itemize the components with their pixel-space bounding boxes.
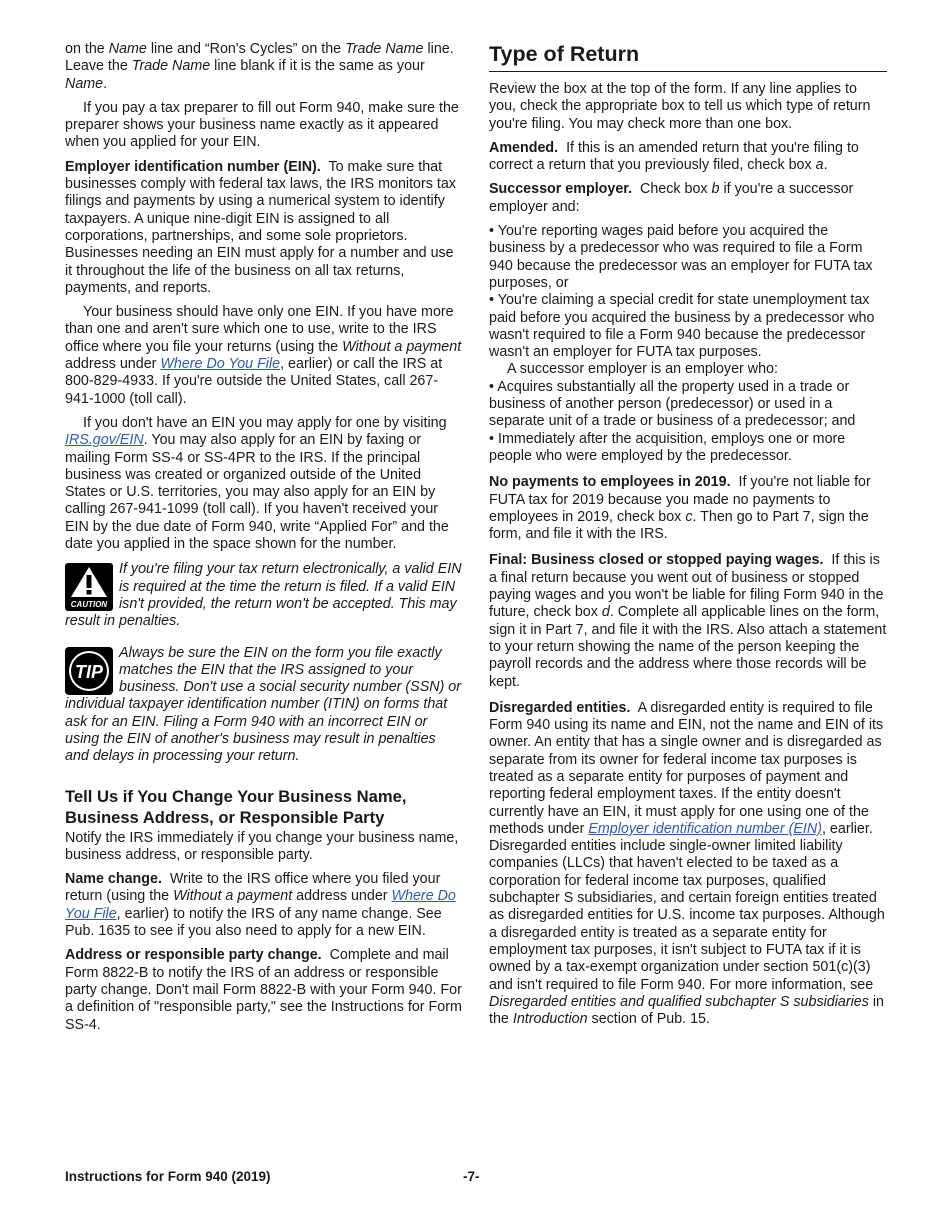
bullet-icon: • (489, 223, 495, 240)
notify-paragraph: Notify the IRS immediately if you change your business name, business address, or responsible party. (65, 829, 459, 863)
where-do-you-file-link[interactable]: Where Do You File (160, 356, 281, 373)
successor-paragraph: Successor employer. Check box b if you're a successor employer and: (489, 181, 854, 215)
tax-preparer-paragraph: If you pay a tax preparer to fill out Form 940, make sure the preparer shows your business name exactly as it appeared when you applied for your EIN. (65, 99, 459, 151)
right-column (489, 41, 887, 1035)
caution-icon (65, 563, 113, 611)
type-of-return-heading: Type of Return (489, 41, 887, 72)
final-paragraph: Final: Business closed or stopped paying wages. If this is a final return because you went out of business or stopped paying wages and you won't be liable for filing Form 940 in the future, check box d. Complete all applicable lines on the form, sign it in Part 7, and file it with the IRS. Also attach a statement to your return showing the name of the person keeping the payroll records and the address where those records will be kept. (489, 552, 887, 690)
caution-text: If you're filing your tax return electronically, a valid EIN is required at the time the return is filed. If a valid EIN isn't provided, the return won't be accepted. This may result in penalties. (65, 561, 462, 630)
ein-paragraph: Employer identification number (EIN). To make sure that businesses comply with federal tax laws, the IRS monitors tax filings and payments by using a numerical system to identify taxpayers. A unique nine-digit EIN is assigned to all corporations, partnerships, and some sole proprietors. Businesses needing an EIN must apply for a number and use it throughout the life of the business on all tax returns, payments, and reports. (65, 158, 456, 296)
successor-definition: A successor employer is an employer who: (507, 361, 778, 378)
caution-label: CAUTION (70, 600, 108, 610)
list-item: • Immediately after the acquisition, employs one or more people who were employed by the predecessor. (489, 430, 846, 464)
no-payments-paragraph: No payments to employees in 2019. If you're not liable for FUTA tax for 2019 because you made no payments to employees in 2019, check box c. Then go to Part 7, sign the form, and file it with the IRS. (489, 474, 871, 543)
ein-link[interactable]: Employer identification number (EIN) (588, 820, 822, 837)
irs-gov-ein-link[interactable]: IRS.gov/EIN (65, 432, 144, 449)
tip-label: TIP (74, 661, 104, 682)
tip-callout (65, 645, 463, 766)
page-footer (65, 1168, 887, 1186)
tip-icon (65, 647, 113, 695)
name-change-paragraph: Name change. Write to the IRS office where you filed your return (using the Without a payment address under Where Do You File, earlier) to notify the IRS of any name change. See Pub. 1635 to see if you also need to apply for a new EIN. (65, 871, 456, 940)
where-do-you-file-link-2[interactable]: Where Do You File (65, 888, 456, 922)
list-item: • You're reporting wages paid before you acquired the business by a predecessor who was required to file a Form 940 because the predecessor was an employer for FUTA tax purposes, or (489, 223, 873, 291)
list-item: • Acquires substantially all the property used in a trade or business of another person (predecessor) or used in a separate unit of a trade or business of a predecessor; and (489, 378, 856, 430)
address-change-paragraph: Address or responsible party change. Complete and mail Form 8822-B to notify the IRS of an address or responsible party change. Don't mail Form 8822-B with your Form 940. For a definition of "responsible party," see the Instructions for Form SS-4. (65, 947, 462, 1033)
review-paragraph: Review the box at the top of the form. If any line applies to you, check the appropriate box to tell us which type of return you're filing. You may check more than one box. (489, 81, 871, 132)
one-ein-paragraph: Your business should have only one EIN. If you have more than one and aren't sure which one to use, write to the IRS office where you file your returns (using the Without a payment address under Where Do You File, earlier) or call the IRS at 800-829-4933. If you're outside the United States, call 267-941-1000 (toll call). (65, 304, 462, 407)
no-ein-paragraph: If you don't have an EIN you may apply for one by visiting IRS.gov/EIN. You may also apply for an EIN by faxing or mailing Form SS-4 or SS-4PR to the IRS. If the principal business was created or organized outside of the United States or U.S. territories, you may also apply for an EIN by calling 267-941-1099 (toll call). If you haven't received your EIN by the due date of Form 940, write “Applied For” and the date you applied in the space shown for the number. (65, 414, 449, 553)
footer-form-title: Instructions for Form 940 (2019) (65, 1169, 271, 1184)
disregarded-paragraph: Disregarded entities. A disregarded entity is required to file Form 940 using its name and EIN, not the name and EIN of its owner. An entity that has a single owner and is disregarded as separate from its owner for federal income tax purposes is treated as a separate entity for purposes of payment and reporting federal employment taxes. If the entity doesn't currently have an EIN, it must apply for one using one of the methods under Employer identification number (EIN), earlier. Disregarded entities include single-owner limited liability companies (LLCs) that haven't elected to be taxed as a corporation for federal income tax purposes, qualified subchapter S subsidiaries, and certain foreign entities treated as disregarded entities for U.S. income tax purposes. Although a disregarded entity is treated as a separate entity for employment tax purposes, it isn't subject to FUTA tax if it is owned by a tax-exempt organization under section 501(c)(3) and isn't required to file Form 940. For more information, see Disregarded entities and qualified subchapter S subsidiaries in the Introduction section of Pub. 15. (489, 699, 885, 1028)
tip-text: Always be sure the EIN on the form you file exactly matches the EIN that the IRS assigned to your business. Don't use a social security number (SSN) or individual taxpayer identification number (ITIN) on forms that ask for an EIN. Filing a Form 940 with an incorrect EIN or using the EIN of another's business may result in penalties and delays in processing your return. (65, 644, 462, 765)
left-column (65, 41, 463, 1041)
change-info-heading: Tell Us if You Change Your Business Name, Business Address, or Responsible Party (65, 786, 407, 827)
ein-heading: Employer identification number (EIN). (65, 158, 321, 175)
page-number: -7- (463, 1169, 480, 1184)
trade-name-paragraph: on the Name line and “Ron's Cycles” on the Trade Name line. Leave the Trade Name line blank if it is the same as your Name. (65, 41, 454, 92)
amended-paragraph: Amended. If this is an amended return that you're filing to correct a return that you previously filed, check box a. (489, 139, 859, 174)
bullet-icon: • (489, 430, 495, 447)
bullet-icon: • (489, 292, 495, 309)
caution-callout (65, 561, 463, 630)
list-item: • You're claiming a special credit for state unemployment tax paid before you acquired the business by a predecessor who wasn't required to file a Form 940 because the predecessor wasn't an employer for FUTA tax purposes. (489, 292, 875, 361)
bullet-icon: • (489, 378, 495, 395)
